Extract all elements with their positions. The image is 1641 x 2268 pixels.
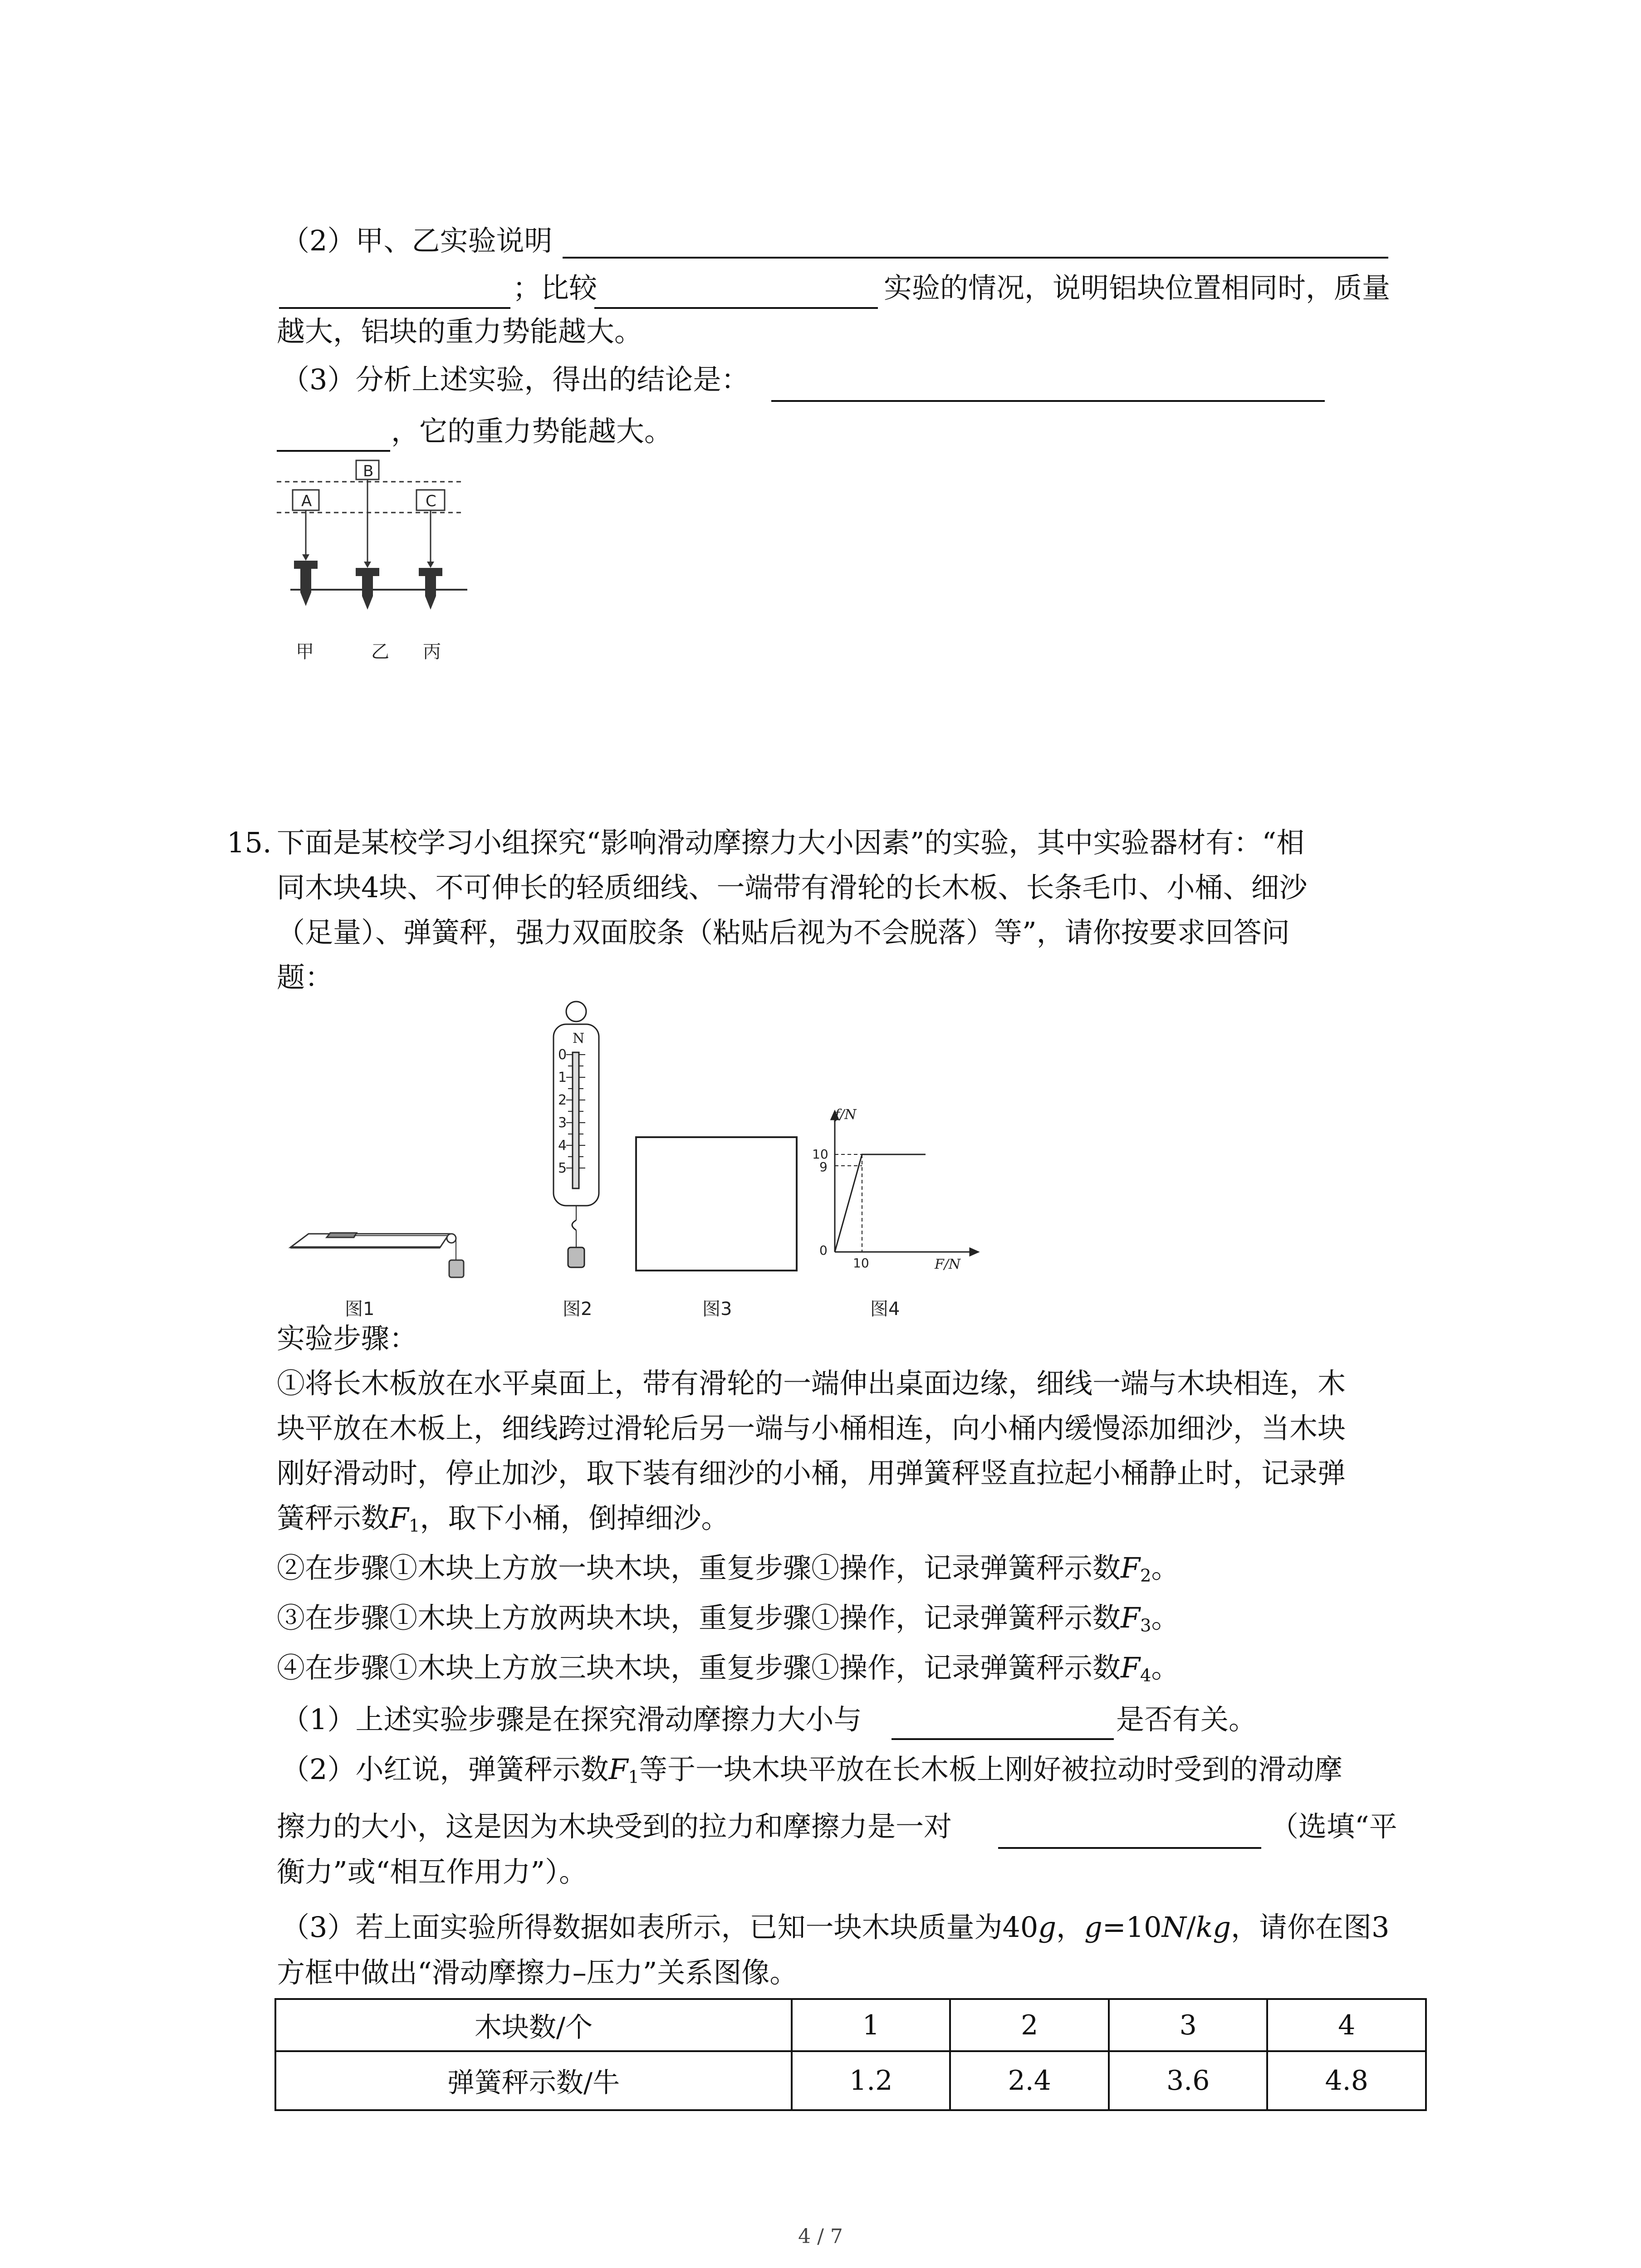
q14-part3-answer-blank-1[interactable] (771, 400, 1325, 402)
nail-head (294, 561, 318, 569)
q14-label-jia: 甲 (296, 641, 314, 662)
q14-block-label-b: B (363, 462, 374, 480)
q14-part3-answer-blank-2[interactable] (277, 450, 390, 452)
table-cell: 4 (1267, 1999, 1426, 2051)
q14-part2-answer-blank-1[interactable] (563, 257, 1388, 259)
q15-subq3-line2: 方框中做出“滑动摩擦力–压力”关系图像。 (277, 1956, 798, 1989)
table-row (275, 1999, 1426, 2051)
q15-intro-line-3: （足量）、弹簧秤，强力双面胶条（粘贴后视为不会脱落）等”，请你按要求回答问 (277, 916, 1290, 949)
page-number: 4 / 7 (798, 2225, 843, 2248)
nail-head (356, 568, 379, 576)
q15-step4-text: ④在步骤①木块上方放三块木块，重复步骤①操作，记录弹簧秤示数$F_4$。 (277, 1651, 1180, 1686)
q15-subq2-answer-blank[interactable] (998, 1847, 1261, 1849)
table-cell: 3 (1109, 1999, 1268, 2051)
table-header-cell: 木块数/个 (275, 1999, 792, 2051)
q15-subq2-line2-text: 擦力的大小，这是因为木块受到的拉力和摩擦力是一对 (277, 1810, 952, 1843)
q15-scale-unit: N (573, 1031, 585, 1046)
table-header-cell: 弹簧秤示数/牛 (275, 2051, 792, 2110)
table-cell: 4.8 (1267, 2051, 1426, 2110)
q15-figure-4-graph (812, 1107, 994, 1275)
q15-scale-tick-2: 2 (558, 1092, 567, 1108)
q14-part2-answer-blank-3[interactable] (594, 307, 878, 309)
q15-scale-tick-3: 3 (558, 1115, 567, 1131)
q15-step1-line-4: 簧秤示数$F_1$，取下小桶，倒掉细沙。 (277, 1501, 730, 1536)
q15-graph-y-label: f/N (835, 1107, 857, 1123)
q15-subq1-answer-blank[interactable] (892, 1738, 1114, 1740)
q14-part3-line1-text: （3）分析上述实验，得出的结论是： (281, 363, 749, 396)
q15-step2-text: ②在步骤①木块上方放一块木块，重复步骤①操作，记录弹簧秤示数$F_2$。 (277, 1551, 1180, 1586)
table-row (275, 2051, 1426, 2110)
q15-graph-x-tick-10: 10 (853, 1256, 869, 1271)
q14-label-bing: 丙 (423, 641, 441, 662)
q15-scale-tick-4: 4 (558, 1138, 567, 1154)
q15-number: 15. (227, 826, 272, 859)
q15-caption-fig4: 图4 (870, 1299, 900, 1320)
table-cell: 1.2 (792, 2051, 950, 2110)
q15-subq1-text: （1）上述实验步骤是在探究滑动摩擦力大小与 (281, 1703, 862, 1736)
q14-part2-line1-text: （2）甲、乙实验说明 (281, 224, 553, 257)
q15-graph-y-tick-10: 10 (812, 1147, 828, 1162)
table-cell: 2.4 (950, 2051, 1109, 2110)
q15-graph-x-label: F/N (935, 1256, 961, 1272)
q15-scale-tick-5: 5 (558, 1160, 567, 1176)
table-cell: 2 (950, 1999, 1109, 2051)
table-cell: 1 (792, 1999, 950, 2051)
q14-part3-line2-text: ，它的重力势能越大。 (391, 415, 673, 448)
q14-part2-compare-text: ；比较 (513, 271, 598, 304)
q14-part2-answer-blank-2[interactable] (279, 307, 510, 309)
q15-step1-line-2: 块平放在木板上，细线跨过滑轮后另一端与小桶相连，向小桶内缓慢添加细沙，当木块 (277, 1412, 1346, 1445)
q15-step1-line-3: 刚好滑动时，停止加沙，取下装有细沙的小桶，用弹簧秤竖直拉起小桶静止时，记录弹 (277, 1457, 1346, 1490)
q14-label-yi: 乙 (371, 641, 389, 662)
q15-subq2-line2-tail: （选填“平 (1270, 1810, 1397, 1843)
q15-scale-tick-0: 0 (558, 1047, 567, 1063)
q15-scale-tick-1: 1 (558, 1070, 567, 1085)
q15-subq3-line1: （3）若上面实验所得数据如表所示，已知一块木块质量为40g，g=10N/kg，请你在图3 (281, 1911, 1390, 1944)
q15-intro-line-1: 下面是某校学习小组探究“影响滑动摩擦力大小因素”的实验，其中实验器材有：“相 (277, 826, 1305, 859)
q15-graph-x-tick-0: 0 (819, 1243, 828, 1258)
q15-intro-line-4: 题： (277, 961, 333, 994)
q15-steps-title: 实验步骤： (277, 1322, 418, 1355)
q15-caption-fig3: 图3 (702, 1299, 732, 1320)
q15-step1-line-1: ①将长木板放在水平桌面上，带有滑轮的一端伸出桌面边缘，细线一端与木块相连，木 (277, 1367, 1346, 1400)
q15-subq2-line1: （2）小红说，弹簧秤示数$F_1$等于一块木块平放在长木板上刚好被拉动时受到的滑动摩 (281, 1753, 1342, 1788)
q14-block-label-a: A (301, 492, 312, 510)
q14-block-label-c: C (426, 492, 436, 510)
q14-part2-line3-text: 越大，铝块的重力势能越大。 (277, 315, 643, 348)
q15-subq1-tail: 是否有关。 (1116, 1703, 1257, 1736)
q15-caption-fig1: 图1 (345, 1299, 375, 1320)
q15-graph-y-tick-9: 9 (819, 1159, 828, 1174)
q15-subq2-line3: 衡力”或“相互作用力”）。 (277, 1855, 588, 1888)
q15-caption-fig2: 图2 (563, 1299, 593, 1320)
q15-figure-3-answer-box[interactable] (635, 1136, 798, 1271)
q15-intro-line-2: 同木块4块、不可伸长的轻质细线、一端带有滑轮的长木板、长条毛巾、小桶、细沙 (277, 871, 1308, 904)
q15-data-table (274, 1998, 1427, 2111)
table-cell: 3.6 (1109, 2051, 1268, 2110)
q14-part2-line2-tail: 实验的情况，说明铝块位置相同时，质量 (884, 271, 1391, 304)
q15-step3-text: ③在步骤①木块上方放两块木块，重复步骤①操作，记录弹簧秤示数$F_3$。 (277, 1601, 1180, 1636)
q15-figure-1-apparatus (277, 1198, 485, 1288)
nail-head (419, 568, 442, 576)
